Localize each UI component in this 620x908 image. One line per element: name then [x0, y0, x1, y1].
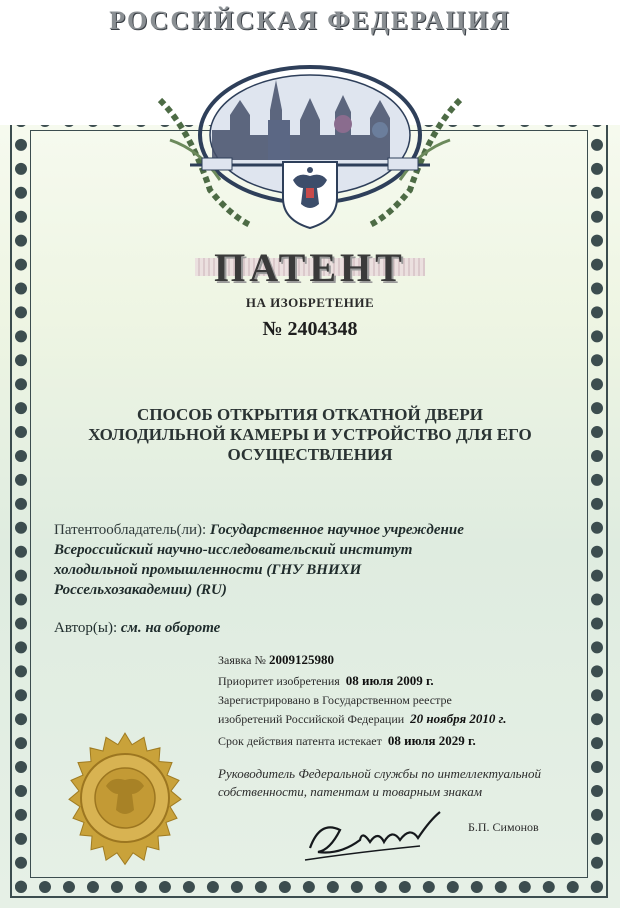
head-text-line: собственности, патентам и товарным знакам — [218, 784, 483, 799]
application-label: Заявка № — [218, 653, 266, 667]
priority-label: Приоритет изобретения — [218, 674, 340, 688]
signer-name: Б.П. Симонов — [468, 820, 539, 834]
author-label: Автор(ы): — [54, 620, 118, 636]
validity-line — [218, 733, 476, 749]
head-text-line: Руководитель Федеральной службы по интеллектуальной — [218, 766, 542, 781]
validity-date: 08 июля 2029 г. — [387, 733, 476, 748]
signature-icon — [300, 800, 450, 870]
head-of-service — [218, 765, 588, 801]
invention-title-line: ХОЛОДИЛЬНОЙ КАМЕРЫ И УСТРОЙСТВО ДЛЯ ЕГО — [88, 425, 532, 444]
invention-title-line: ОСУЩЕСТВЛЕНИЯ — [227, 445, 393, 464]
registered-line-2 — [218, 711, 507, 727]
registered-label: изобретений Российской Федерации — [218, 712, 405, 726]
priority-date: 08 июля 2009 г. — [345, 673, 434, 688]
priority-line — [218, 673, 434, 689]
country-heading: РОССИЙСКАЯ ФЕДЕРАЦИЯ — [109, 6, 511, 35]
holder-line: холодильной промышленности (ГНУ ВНИХИ — [54, 562, 362, 578]
patent-number: № 2404348 — [262, 318, 358, 340]
author-value: см. на обороте — [120, 620, 221, 636]
application-line — [218, 652, 334, 668]
validity-label: Срок действия патента истекает — [218, 734, 382, 748]
holder-line: Россельхозакадемии) (RU) — [54, 582, 227, 598]
author — [54, 620, 220, 637]
coat-of-arms-icon — [279, 158, 341, 230]
gold-seal-icon — [40, 710, 210, 880]
holder-line: Всероссийский научно-исследовательский институт — [54, 542, 413, 558]
invention-title-line: СПОСОБ ОТКРЫТИЯ ОТКАТНОЙ ДВЕРИ — [137, 405, 483, 424]
patent-holder — [54, 520, 574, 600]
registered-line-1: Зарегистрировано в Государственном реестре — [218, 693, 452, 707]
holder-line: Государственное научное учреждение — [209, 522, 464, 538]
document-title: ПАТЕНТ — [214, 245, 406, 290]
holder-label: Патентообладатель(ли): — [54, 522, 207, 538]
invention-title — [50, 405, 570, 465]
document-subtitle: НА ИЗОБРЕТЕНИЕ — [245, 295, 375, 310]
registered-date: 20 ноября 2010 г. — [410, 711, 507, 726]
application-number: 2009125980 — [268, 652, 334, 667]
